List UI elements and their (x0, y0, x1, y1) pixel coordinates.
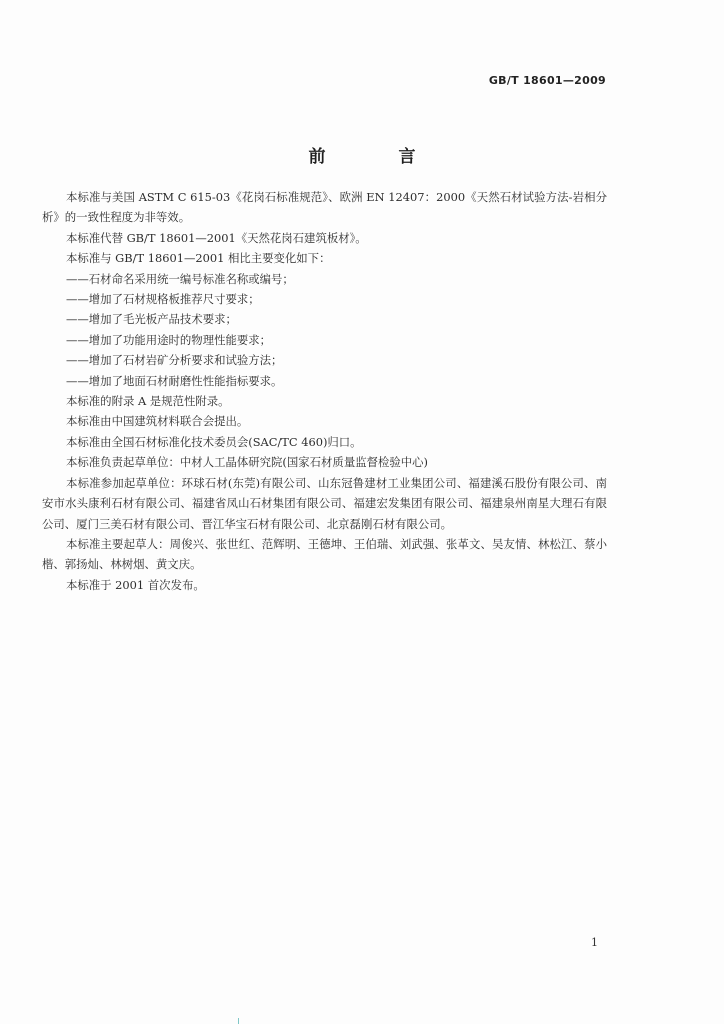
scan-artifact (238, 1018, 239, 1024)
paragraph-equivalence: 本标准与美国 ASTM C 615-03《花岗石标准规范》、欧洲 EN 12407：2000《天然石材试验方法-岩相分析》的一致性程度为非等效。 (42, 190, 607, 225)
change-item: ——增加了石材规格板推荐尺寸要求； (66, 292, 260, 307)
paragraph-responsible-unit: 本标准负责起草单位：中材人工晶体研究院(国家石材质量监督检验中心) (66, 455, 428, 470)
change-item: ——增加了毛光板产品技术要求； (66, 312, 237, 327)
foreword-body (42, 187, 607, 595)
paragraph-first-issue: 本标准于 2001 首次发布。 (66, 577, 205, 592)
paragraph-appendix: 本标准的附录 A 是规范性附录。 (66, 394, 230, 409)
page-number: 1 (591, 936, 598, 949)
page-title: 前 言 (308, 147, 444, 167)
paragraph-participating-units: 本标准参加起草单位：环球石材(东莞)有限公司、山东冠鲁建材工业集团公司、福建溪石股份有限公司、南安市水头康利石材有限公司、福建省凤山石材集团有限公司、福建宏发集团有限公司、福建泉州南星大理石有限公司、厦门三美石材有限公司、晋江华宝石材有限公司、北京磊刚石材有限公司。 (42, 475, 607, 531)
paragraph-changes-intro: 本标准与 GB/T 18601—2001 相比主要变化如下： (66, 251, 331, 266)
paragraph-committee: 本标准由全国石材标准化技术委员会(SAC/TC 460)归口。 (66, 434, 362, 449)
paragraph-replaces: 本标准代替 GB/T 18601—2001《天然花岗石建筑板材》。 (66, 230, 367, 245)
paragraph-drafters: 本标准主要起草人：周俊兴、张世红、范辉明、王德坤、王伯瑞、刘武强、张革文、吴友情、林松江、蔡小楷、郭扬灿、林树烟、黄文庆。 (42, 536, 607, 572)
change-item: ——增加了功能用途时的物理性能要求； (66, 332, 272, 347)
change-item: ——增加了地面石材耐磨性性能指标要求。 (66, 373, 283, 388)
change-item: ——石材命名采用统一编号标准名称或编号； (66, 271, 294, 286)
paragraph-proposer: 本标准由中国建筑材料联合会提出。 (66, 414, 249, 429)
change-item: ——增加了石材岩矿分析要求和试验方法； (66, 353, 283, 368)
standard-number: GB/T 18601—2009 (488, 74, 606, 87)
